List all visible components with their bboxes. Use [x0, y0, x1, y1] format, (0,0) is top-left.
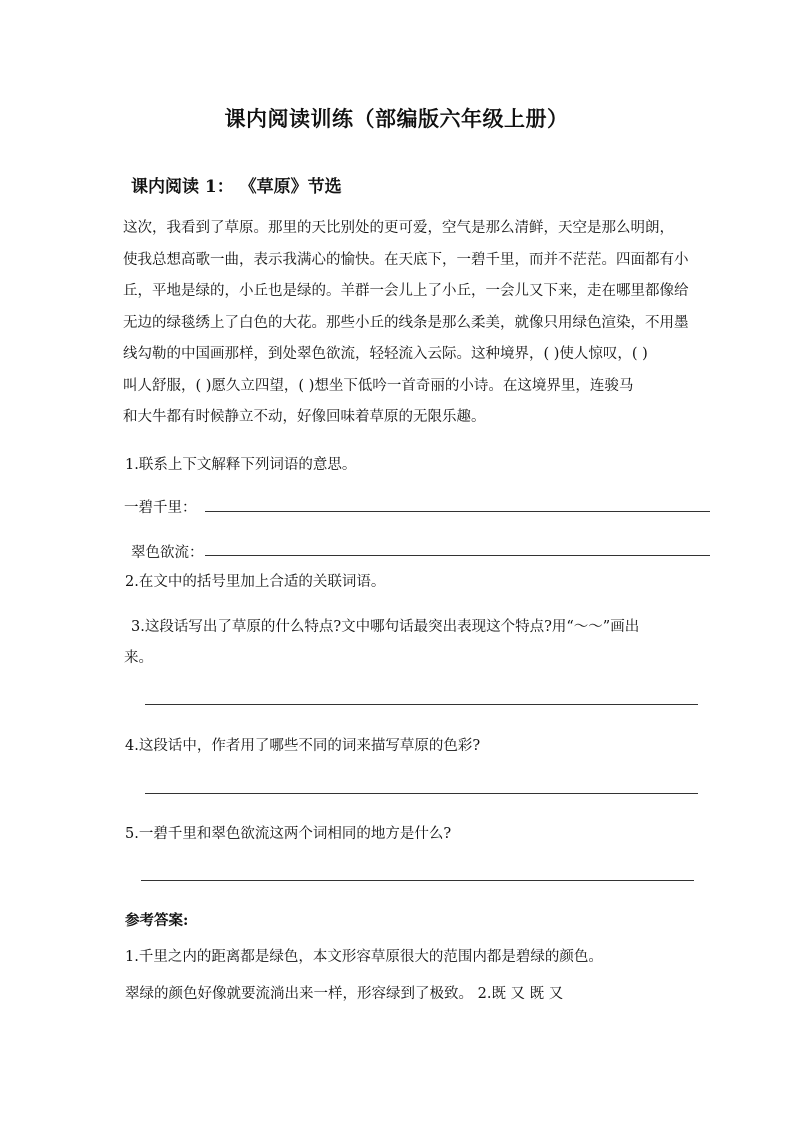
passage-line: 这次，我看到了草原。那里的天比别处的更可爱，空气是那么清鲜，天空是那么明朗，: [123, 220, 674, 236]
section-subtitle: 课内阅读 1： 《草原》节选: [131, 177, 342, 197]
passage-line: 和大牛都有时候静立不动，好像回味着草原的无限乐趣。: [123, 409, 486, 425]
answer-line-5[interactable]: [141, 880, 694, 881]
question-1a-label: 一碧千里：: [124, 500, 197, 516]
answer-line-1a[interactable]: [205, 511, 710, 512]
answer-line-1b[interactable]: [205, 555, 710, 556]
question-5: 5.一碧千里和翠色欲流这两个词相同的地方是什么?: [125, 826, 452, 842]
answer-line-3[interactable]: [145, 704, 698, 705]
passage-line: 丘，平地是绿的，小丘也是绿的。羊群一会儿上了小丘，一会儿又下来，走在哪里都像给: [123, 283, 689, 299]
question-1: 1.联系上下文解释下列词语的意思。: [125, 457, 357, 473]
answer-line-4[interactable]: [145, 793, 698, 794]
question-3-line1: 3.这段话写出了草原的什么特点?文中哪句话最突出表现这个特点?用“～～”画出: [131, 619, 640, 635]
passage-line: 叫人舒服，( )愿久立四望，( )想坐下低吟一首奇丽的小诗。在这境界里，连骏马: [123, 377, 634, 394]
answer-line-text-1: 1.千里之内的距离都是绿色，本文形容草原很大的范围内都是碧绿的颜色。: [125, 949, 603, 965]
passage-line: 使我总想高歌一曲，表示我满心的愉快。在天底下，一碧千里，而并不茫茫。四面都有小: [123, 251, 689, 268]
question-3-line2: 来。: [124, 650, 153, 666]
question-2: 2.在文中的括号里加上合适的关联词语。: [125, 574, 386, 590]
answers-heading: 参考答案:: [125, 912, 189, 929]
passage-line: 线勾勒的中国画那样，到处翠色欲流，轻轻流入云际。这种境界，( )使人惊叹，( ): [123, 346, 648, 362]
question-1b-label: 翠色欲流：: [131, 545, 204, 561]
answer-line-text-2: 翠绿的颜色好像就要流淌出来一样，形容绿到了极致。 2.既 又 既 又: [125, 986, 564, 1002]
passage-line: 无边的绿毯绣上了白色的大花。那些小丘的线条是那么柔美，就像只用绿色渲染，不用墨: [123, 314, 689, 331]
question-4: 4.这段话中，作者用了哪些不同的词来描写草原的色彩?: [125, 738, 481, 754]
page-title: 课内阅读训练（部编版六年级上册）: [224, 106, 569, 131]
passage: [123, 213, 713, 434]
